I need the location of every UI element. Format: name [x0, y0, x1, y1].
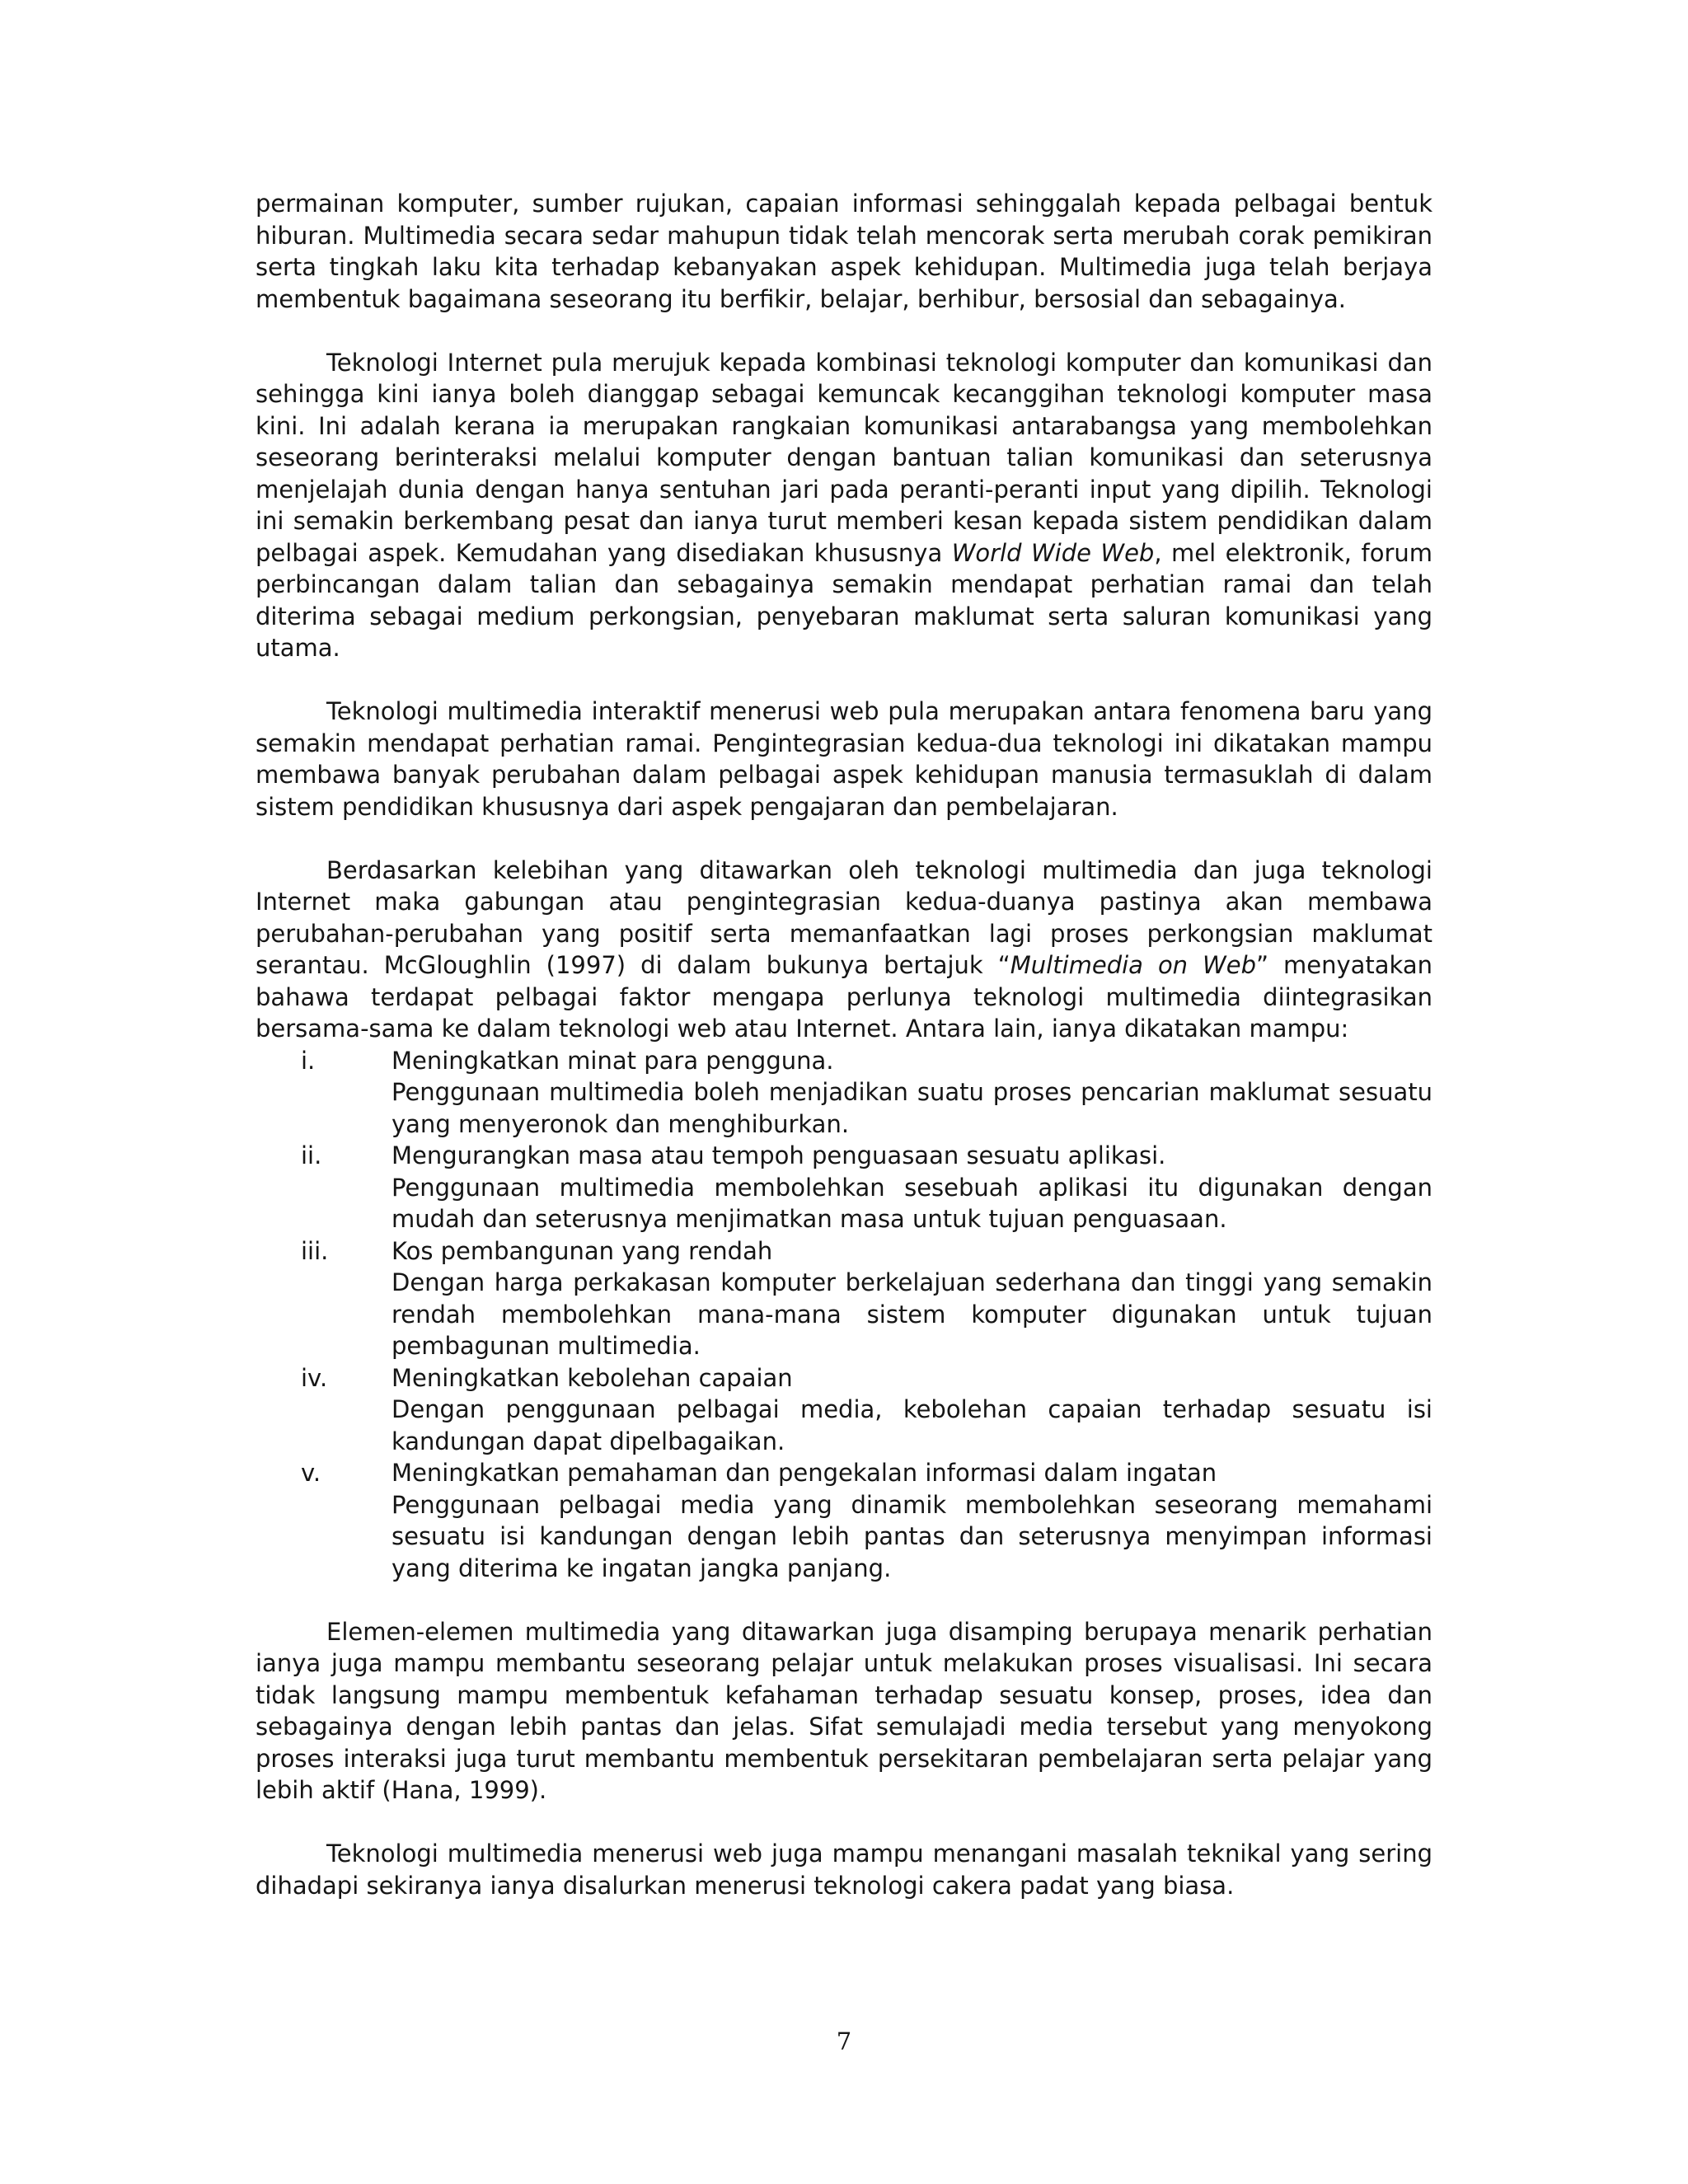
list-item-description: Penggunaan multimedia boleh menjadikan suatu proses pencarian maklumat sesuatu yang menyeronok dan menghiburkan. [392, 1078, 1432, 1138]
list-item-description: Dengan penggunaan pelbagai media, kebolehan capaian terhadap sesuatu isi kandungan dapat dipelbagaikan. [392, 1395, 1432, 1455]
list-item-description: Penggunaan multimedia membolehkan sesebuah aplikasi itu digunakan dengan mudah dan seterusnya menjimatkan masa untuk tujuan penguasaan. [392, 1173, 1432, 1233]
benefits-list [256, 1045, 1432, 1585]
list-item-numeral: iv. [301, 1363, 328, 1392]
list-item-title: Meningkatkan kebolehan capaian [392, 1363, 793, 1392]
list-item-title: Mengurangkan masa atau tempoh penguasaan sesuatu aplikasi. [392, 1141, 1166, 1169]
list-item [256, 1362, 1432, 1458]
list-item-numeral: v. [301, 1459, 321, 1487]
paragraph-4-text-b: ” menyatakan bahawa terdapat pelbagai faktor mengapa perlunya teknologi multimedia diintegrasikan bersama-sama ke dalam teknologi web atau Internet. Antara lain, ianya dikatakan mampu: [256, 951, 1432, 1043]
list-item-title: Kos pembangunan yang rendah [392, 1236, 773, 1265]
paragraph-2 [256, 347, 1432, 664]
list-item [256, 1457, 1432, 1584]
paragraph-2-italic: World Wide Web [951, 538, 1155, 567]
page-number: 7 [836, 2027, 852, 2055]
list-item-numeral: ii. [301, 1141, 322, 1169]
paragraph-4-italic: Multimedia on Web [1010, 951, 1256, 979]
paragraph-4 [256, 855, 1432, 1045]
list-item [256, 1045, 1432, 1141]
paragraph-5: Elemen-elemen multimedia yang ditawarkan juga disamping berupaya menarik perhatian ianya juga mampu membantu seseorang pelajar untuk melakukan proses visualisasi. Ini secara tidak langsung mampu membentuk kefahaman terhadap sesuatu konsep, proses, idea dan sebagainya dengan lebih pantas dan jelas. Sifat semulajadi media tersebut yang menyokong proses interaksi juga turut membantu membentuk persekitaran pembelajaran serta pelajar yang lebih aktif (Hana, 1999). [256, 1617, 1432, 1804]
list-item-title: Meningkatkan pemahaman dan pengekalan informasi dalam ingatan [392, 1459, 1217, 1487]
list-item [256, 1235, 1432, 1362]
paragraph-1: permainan komputer, sumber rujukan, capaian informasi sehinggalah kepada pelbagai bentuk hiburan. Multimedia secara sedar mahupun tidak telah mencorak serta merubah corak pemikiran serta tingkah laku kita terhadap kebanyakan aspek kehidupan. Multimedia juga telah berjaya membentuk bagaimana seseorang itu berfikir, belajar, berhibur, bersosial dan sebagainya. [256, 190, 1432, 313]
list-item-description: Dengan harga perkakasan komputer berkelajuan sederhana dan tinggi yang semakin rendah membolehkan mana-mana sistem komputer digunakan untuk tujuan pembagunan multimedia. [392, 1268, 1432, 1360]
list-item-title: Meningkatkan minat para pengguna. [392, 1046, 834, 1075]
list-item-numeral: iii. [301, 1236, 329, 1265]
paragraph-6: Teknologi multimedia menerusi web juga mampu menangani masalah teknikal yang sering dihadapi sekiranya ianya disalurkan menerusi teknologi cakera padat yang biasa. [256, 1840, 1432, 1900]
paragraph-2-text-b: , mel elektronik, forum perbincangan dalam talian dan sebagainya semakin mendapat perhatian ramai dan telah diterima sebagai medium perkongsian, penyebaran maklumat serta saluran komunikasi yang utama. [256, 538, 1432, 662]
paragraph-2-text-a: Teknologi Internet pula merujuk kepada kombinasi teknologi komputer dan komunikasi dan sehingga kini ianya boleh dianggap sebagai kemuncak kecanggihan teknologi komputer masa kini. Ini adalah kerana ia merupakan rangkaian komunikasi antarabangsa yang membolehkan seseorang berinteraksi melalui komputer dengan bantuan talian komunikasi dan seterusnya menjelajah dunia dengan hanya sentuhan jari pada peranti-peranti input yang dipilih. Teknologi ini semakin berkembang pesat dan ianya turut memberi kesan kepada sistem pendidikan dalam pelbagai aspek. Kemudahan yang disediakan khususnya [256, 348, 1432, 567]
list-item-numeral: i. [301, 1046, 316, 1075]
paragraph-3: Teknologi multimedia interaktif menerusi web pula merupakan antara fenomena baru yang semakin mendapat perhatian ramai. Pengintegrasian kedua-dua teknologi ini dikatakan mampu membawa banyak perubahan dalam pelbagai aspek kehidupan manusia termasuklah di dalam sistem pendidikan khususnya dari aspek pengajaran dan pembelajaran. [256, 697, 1432, 821]
document-body [256, 188, 1432, 1933]
paragraph-4-text-a: Berdasarkan kelebihan yang ditawarkan oleh teknologi multimedia dan juga teknologi Internet maka gabungan atau pengintegrasian kedua-duanya pastinya akan membawa perubahan-perubahan yang positif serta memanfaatkan lagi proses perkongsian maklumat serantau. McGloughlin (1997) di dalam bukunya bertajuk “ [256, 855, 1432, 979]
list-item [256, 1140, 1432, 1235]
list-item-description: Penggunaan pelbagai media yang dinamik membolehkan seseorang memahami sesuatu isi kandungan dengan lebih pantas dan seterusnya menyimpan informasi yang diterima ke ingatan jangka panjang. [392, 1490, 1432, 1582]
